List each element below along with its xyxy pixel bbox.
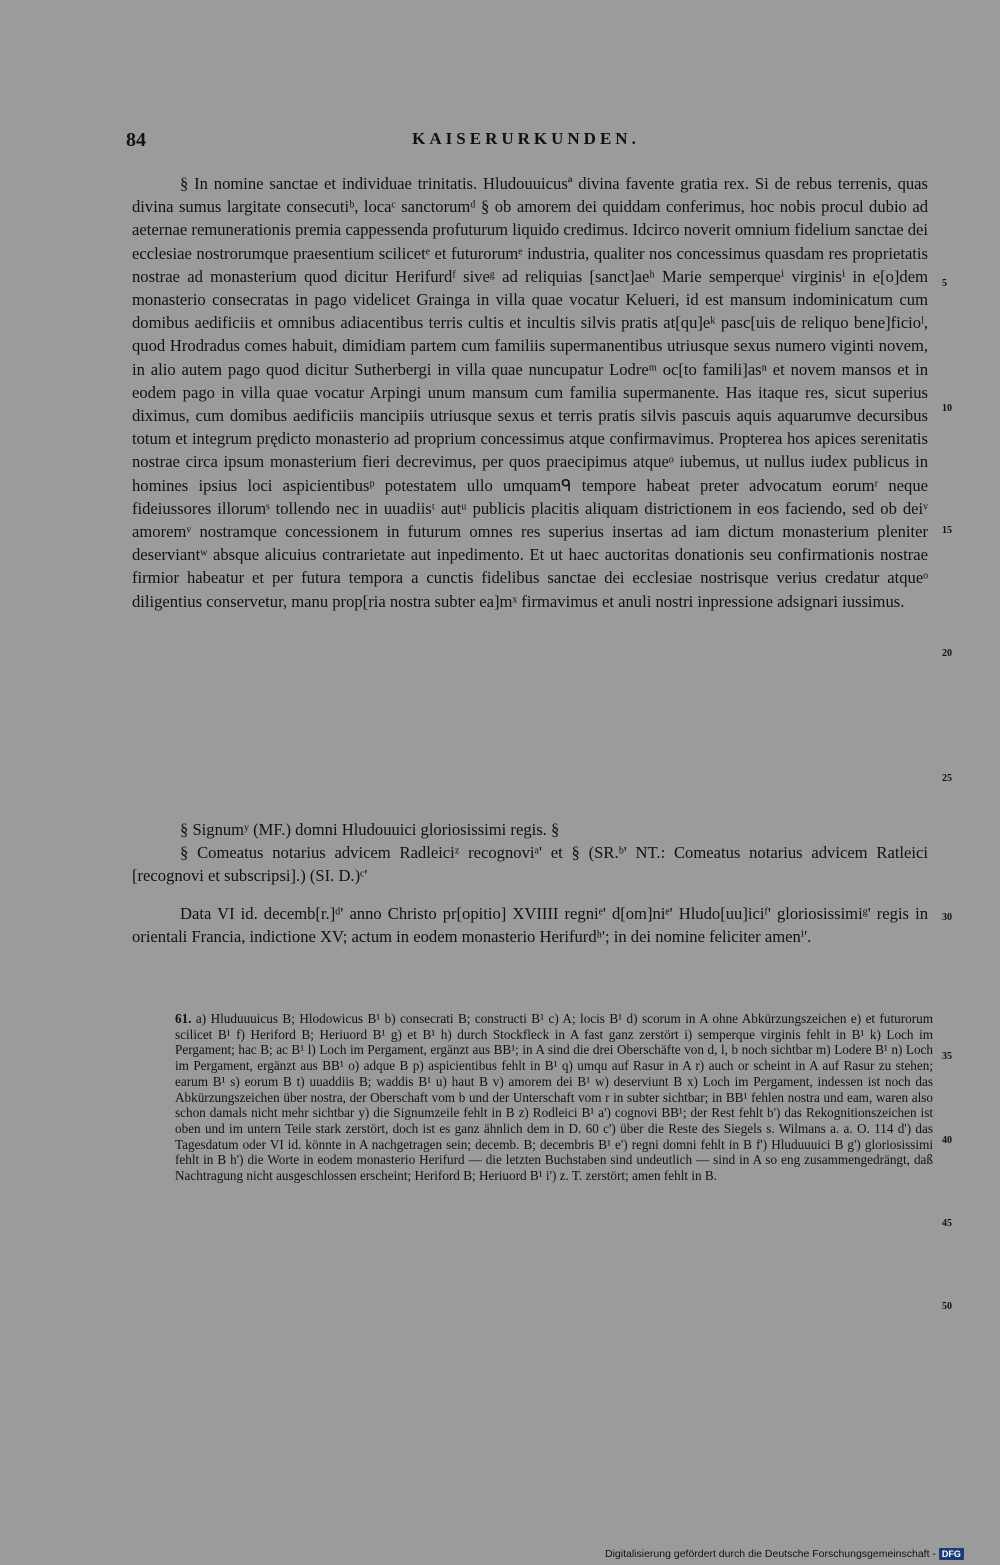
dating-clause: [132, 902, 928, 948]
running-title: KAISERURKUNDEN.: [412, 129, 640, 148]
line-number: 35: [942, 1051, 952, 1062]
signum-block: [132, 818, 928, 888]
line-number: 40: [942, 1135, 952, 1146]
line-number: 25: [942, 773, 952, 784]
footer-credit: [605, 1546, 964, 1562]
line-number: 45: [942, 1218, 952, 1229]
line-number: 10: [942, 403, 952, 414]
charter-text: [132, 172, 928, 613]
footer-text: Digitalisierung gefördert durch die Deutsche Forschungsgemeinschaft -: [605, 1548, 936, 1560]
recognition-line: § Comeatus notarius advicem Radleiciᶻ recognoviᵃ' et § (SR.ᵇ' NT.: Comeatus notarius advicem Ratleici [recognovi et subscripsi].) (SI. D.)ᶜ': [132, 843, 928, 886]
footnote-text: a) Hluduuuicus B; Hlodowicus B¹ b) consecrati B; constructi B¹ c) A; locis B¹ d) scorum in A ohne Abkürzungszeichen e) et futurorum scilicet B¹ f) Heriford B; Heriuord B¹ g) et B¹ h) durch Stockfleck in A fast ganz zerstört i) semperque virginis fehlt in B¹ k) Loch im Pergament; hac B; ac B¹ l) Loch im Pergament, ergänzt aus BB¹; in A sind die drei Oberschäfte von d, l, b noch sichtbar m) Lodere B¹ n) Loch im Pergament, ergänzt aus BB¹ o) adque B p) aspicientibus fehlt in B¹ q) umqu auf Rasur in A r) auch or scheint in A auf Rasur zu stehen; earum B¹ s) eorum B t) uuaddiis B; waddis B¹ u) haut B v) amorem dei B¹ w) deserviunt B x) Loch im Pergament, indessen ist noch das Abkürzungszeichen über nostra, der Oberschaft vom b und der Unterschaft vom r in subter sichtbar; in BB¹ fehlen nostra und eam, waren also schon damals nicht mehr sichtbar y) die Signumzeile fehlt in B z) Rodleici B¹ a') cognovi BB¹; der Rest fehlt b') das Rekognitionszeichen ist oben und im untern Teile stark zerstört, doch ist es ganz ähnlich dem in D. 60 c') über die Reste des Siegels s. Wilmans a. a. O. 114 d') das Tagesdatum oder VI id. könnte in A nachgetragen sein; decemb. B; decembris B¹ e') regni domni fehlt in B f') Hluduuuici B g') gloriosissimi fehlt in B h') die Worte in eodem monasterio Herifurd — die letzten Buchstaben sind undeutlich — sind in A so eng zusammengedrängt, daß Nachtragung nicht ausgeschlossen erscheint; Heriford B; Heriuord B¹ i') z. T. zerstört; amen fehlt in B.: [175, 1011, 933, 1184]
footnotes: [175, 1011, 933, 1184]
line-number: 5: [942, 278, 947, 289]
page-number: 84: [126, 129, 146, 151]
footnote-number: 61.: [175, 1011, 192, 1026]
line-number: 15: [942, 525, 952, 536]
signum-line: § Signumʸ (MF.) domni Hludouuici gloriosissimi regis. §: [180, 820, 560, 839]
charter-body: § In nomine sanctae et individuae trinitatis. Hludouuicusª divina favente gratia rex. Si de rebus terrenis, quas divina sumus largitate consecutiᵇ, locaᶜ sanctorumᵈ § ob amorem dei quiddam conferimus, hoc nobis procul dubio ad aeternae remunerationis premia cappessenda profuturum liquido credimus. Idcirco noverit omnium fidelium sanctae dei ecclesiae nostrorumque praesentium scilicetᵉ et futurorumᵉ industria, qualiter nos concessimus quasdam res proprietatis nostrae ad monasterium quod dicitur Herifurdᶠ siveᵍ ad reliquias [sanct]aeʰ Marie semperqueⁱ virginisⁱ in e[o]dem monasterio consecratas in pago videlicet Grainga in villa quae vocatur Kelueri, id est mansum indominicatum cum domibus aedificiis et omnibus adiacentibus terris cultis et incultis silvis pratis at[qu]eᵏ pasc[uis de reliquo bene]ficioˡ, quod Hrodradus comes habuit, dimidiam partem cum familiis supermanentibus utriusque sexus numero viginti novem, in alio autem pago quod dicitur Sutherbergi in villa quae nuncupatur Lodreᵐ oc[to famili]asⁿ et novem mansos et in eodem pago in villa quae vocatur Arpingi unum mansum cum familia supermanente. Has itaque res, sicut superius diximus, cum domibus aedificiis mancipiis utriusque sexus et terris pratis silvis pascuis aquis aquarumve decursibus totum et integrum prędicto monasterio ad proprium concessimus atque confirmavimus. Propterea hos apices serenitatis nostrae circa ipsum monasterium fieri decrevimus, per quos praecipimus atqueᵒ iubemus, ut nullus iudex publicus in homines ipsius loci aspicientibusᵖ potestatem ullo umquamᑫ tempore habeat preter advocatum eorumʳ neque fideiussores illorumˢ tollendo nec in uuadiisᵗ autᵘ publicis placitis aliquam districtionem in eos faciendo, sed ob deiᵛ amoremᵛ nostramque concessionem in futurum omnes res superius insertas ad iam dictum monasterium pleniter deserviantʷ absque alicuius contrarietate aut inpedimento. Et ut haec auctoritas donationis seu confirmationis nostrae firmior habeatur et per futura tempora a cunctis fidelibus sanctae dei ecclesiae nostrisque verius credatur atqueᵒ diligentius conservetur, manu prop[ria nostra subter ea]mˣ firmavimus et anuli nostri inpressione adsignari iussimus.: [132, 174, 928, 611]
dating-text: Data VI id. decemb[r.]ᵈ' anno Christo pr[opitio] XVIIII regniᵉ' d[om]niᵉ' Hludo[uu]iciᶠ' gloriosissimiᵍ' regis in orientali Francia, indictione XV; actum in eodem monasterio Herifurdʰ'; in dei nomine feliciter amenⁱ'.: [132, 904, 928, 947]
line-number: 50: [942, 1301, 952, 1312]
page-header: [126, 129, 926, 157]
line-number: 30: [942, 912, 952, 923]
dfg-logo: DFG: [939, 1548, 964, 1560]
line-number: 20: [942, 648, 952, 659]
